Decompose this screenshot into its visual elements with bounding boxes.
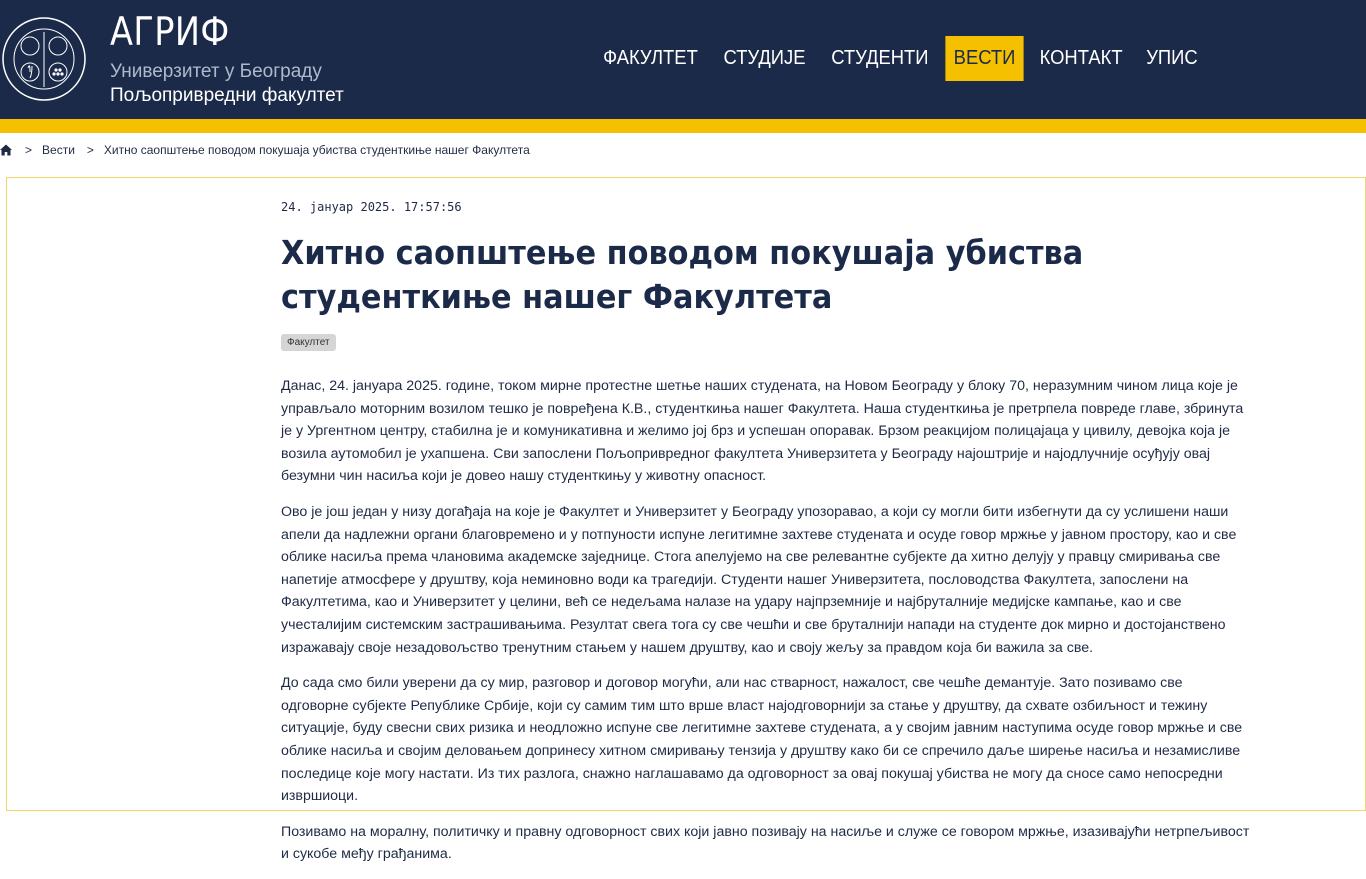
breadcrumb-current: Хитно саопштење поводом покушаја убиства студенткиње нашег Факултета <box>103 143 530 157</box>
brand[interactable] <box>110 10 344 108</box>
breadcrumb-separator: > <box>25 143 33 157</box>
nav-item-upis[interactable]: УПИС <box>1146 47 1198 69</box>
site-header <box>0 0 1366 119</box>
breadcrumb-separator: > <box>86 143 94 157</box>
article-paragraph: До сада смо били уверени да су мир, разговор и договор могући, али нас стварност, нажалост, све чешће демантује. Зато позивамо све одговорне субјекте Републике Србије, који су самим тим што врше власт најодговорнији за стање у друштву, да схвате озбиљност и тежину ситуације, буду свесни свих ризика и неодложно испуне све легитимне захтеве студената, а у својим јавним наступима осуде говор мржње и све облике насиља и својим деловањем допринесу хитном смиривању тензија у друштву како би се спречило даље ширење насиља и незамисливе последице које могу настати. Из тих разлога, снажно наглашавамо да одговорност за овај покушај убиства не могу да сносе само непосредни извршиоци. <box>281 675 1243 805</box>
nav-item-kontakt[interactable]: КОНТАКТ <box>1039 47 1123 69</box>
home-icon[interactable] <box>0 144 12 156</box>
breadcrumb <box>0 141 530 159</box>
faculty-seal-logo[interactable] <box>0 2 88 116</box>
article-paragraph: Позивамо на моралну, политичку и правну одговорност свих који јавно позивају на насиље и служе се говором мржње, изазивајући нетрпељивост и сукобе међу грађанима. <box>281 823 1250 863</box>
nav-item-studenti[interactable]: СТУДЕНТИ <box>831 47 929 69</box>
nav-item-vesti[interactable]: ВЕСТИ <box>945 36 1023 81</box>
brand-faculty: Пољопривредни факултет <box>110 85 344 106</box>
category-tag[interactable]: Факултет <box>281 334 336 351</box>
article-card <box>6 177 1366 863</box>
nav-item-fakultet[interactable]: ФАКУЛТЕТ <box>603 47 698 69</box>
brand-title[interactable]: АГРИФ <box>110 10 230 55</box>
article-title: Хитно саопштење поводом покушаја убиства студенткиње нашег Факултета <box>281 233 1084 316</box>
nav-item-studije[interactable]: СТУДИЈЕ <box>723 47 806 69</box>
article-date: 24. јануар 2025. 17:57:56 <box>281 200 462 214</box>
article-body <box>281 375 1251 879</box>
article-paragraph: Данас, 24. јануара 2025. године, током мирне протестне шетње наших студената, на Новом Београду у блоку 70, неразумним чином лица које је управљало моторним возилом тешко је повређена К.В., студенткиња нашег Факултета. Наша студенткиња је претрпела повреде главе, збринута је у Ургентном центру, стабилна је и комуникативна и желимо јој брз и успешан опоравак. Брзом реакцијом полицајаца у цивилу, девојка која је возила аутомобил је ухапшена. Сви запослени Пољопривредног факултета Универзитета у Београду најоштрије и најодлучније осуђују овај безумни чин насиља који је довео нашу студенткињу у животну опасност. <box>281 378 1244 485</box>
article-paragraph: Ово је још један у низу догађаја на које је Факултет и Универзитет у Београду упозоравао, а који су могли бити избегнути да су услишени наши апели да надлежни органи благовремено и у потпуности испуне легитимне захтеве студената и осуде говор мржње у јавном простору, као и све облике насиља према члановима академске заједнице. Стога апелујемо на све релевантне субјекте да хитно делују у правцу смиривања све напетије атмосфере у друштву, која неминовно води ка трагедији. Студенти нашег Универзитета, пословодства Факултета, запослени на Факултетима, као и Универзитет у целини, већ се недељама налазе на удару најпрземније и најбруталније медијске кампање, као и све учесталијим системским застрашивањима. Резултат свега тога су све чешћи и све бруталнији напади на студенте док мирно и достојанствено изражавају своје незадовољство тренутним стањем у нашем друштву, као и своју жељу за правдом која би важила за све. <box>281 503 1237 656</box>
breadcrumb-news-link[interactable]: Вести <box>42 143 75 157</box>
main-nav <box>590 36 1209 81</box>
brand-university: Универзитет у Београду <box>110 61 322 82</box>
header-accent-bar <box>0 119 1366 133</box>
